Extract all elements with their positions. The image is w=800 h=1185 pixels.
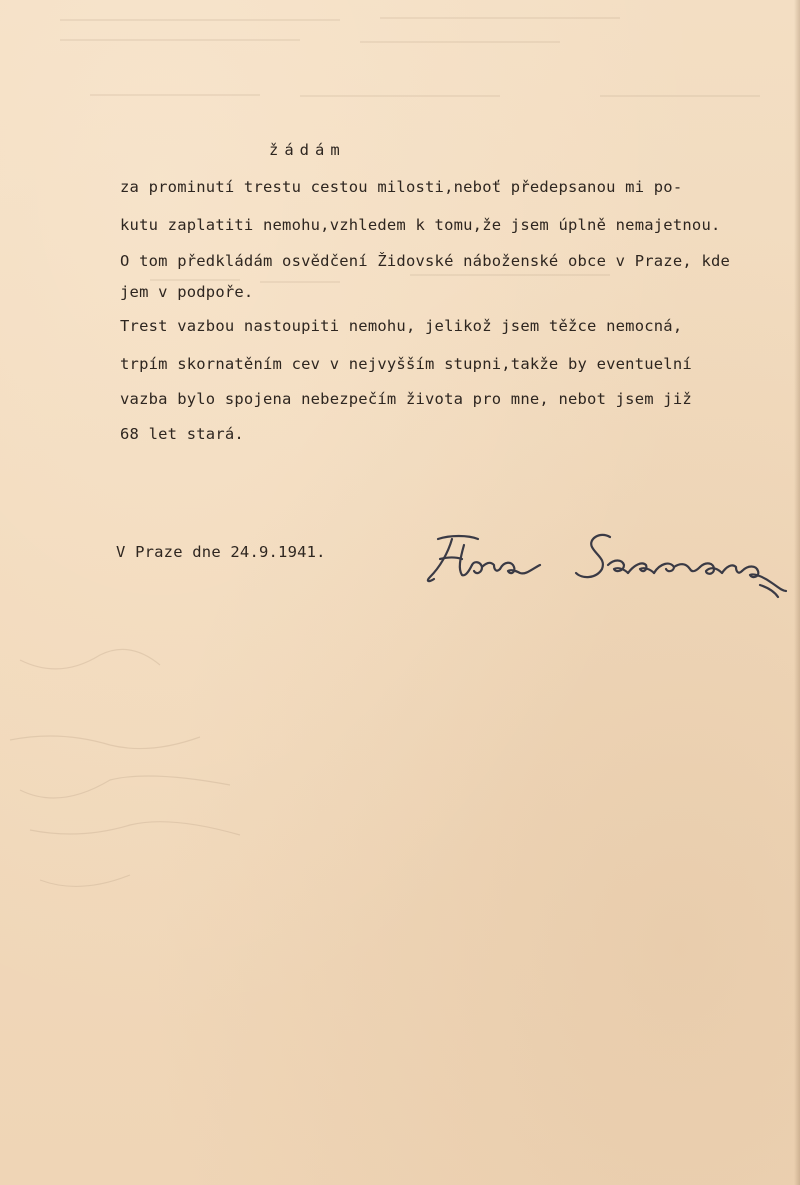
- handwritten-signature: [420, 525, 800, 625]
- heading: žádám: [269, 141, 346, 159]
- body-line: Trest vazbou nastoupiti nemohu, jelikož jsem těžce nemocná,: [120, 317, 683, 335]
- body-line: 68 let stará.: [120, 425, 244, 443]
- body-line: trpím skornatěním cev v nejvyšším stupni,takže by eventuelní: [120, 355, 692, 373]
- body-line: kutu zaplatiti nemohu,vzhledem k tomu,že jsem úplně nemajetnou.: [120, 216, 721, 234]
- body-line: vazba bylo spojena nebezpečím života pro mne, nebot jsem již: [120, 390, 692, 408]
- body-line: O tom předkládám osvědčení Židovské náboženské obce v Praze, kde: [120, 252, 731, 270]
- body-line: za prominutí trestu cestou milosti,neboť předepsanou mi po-: [120, 178, 683, 196]
- body-line: jem v podpoře.: [120, 283, 254, 301]
- date-line: V Praze dne 24.9.1941.: [116, 543, 326, 561]
